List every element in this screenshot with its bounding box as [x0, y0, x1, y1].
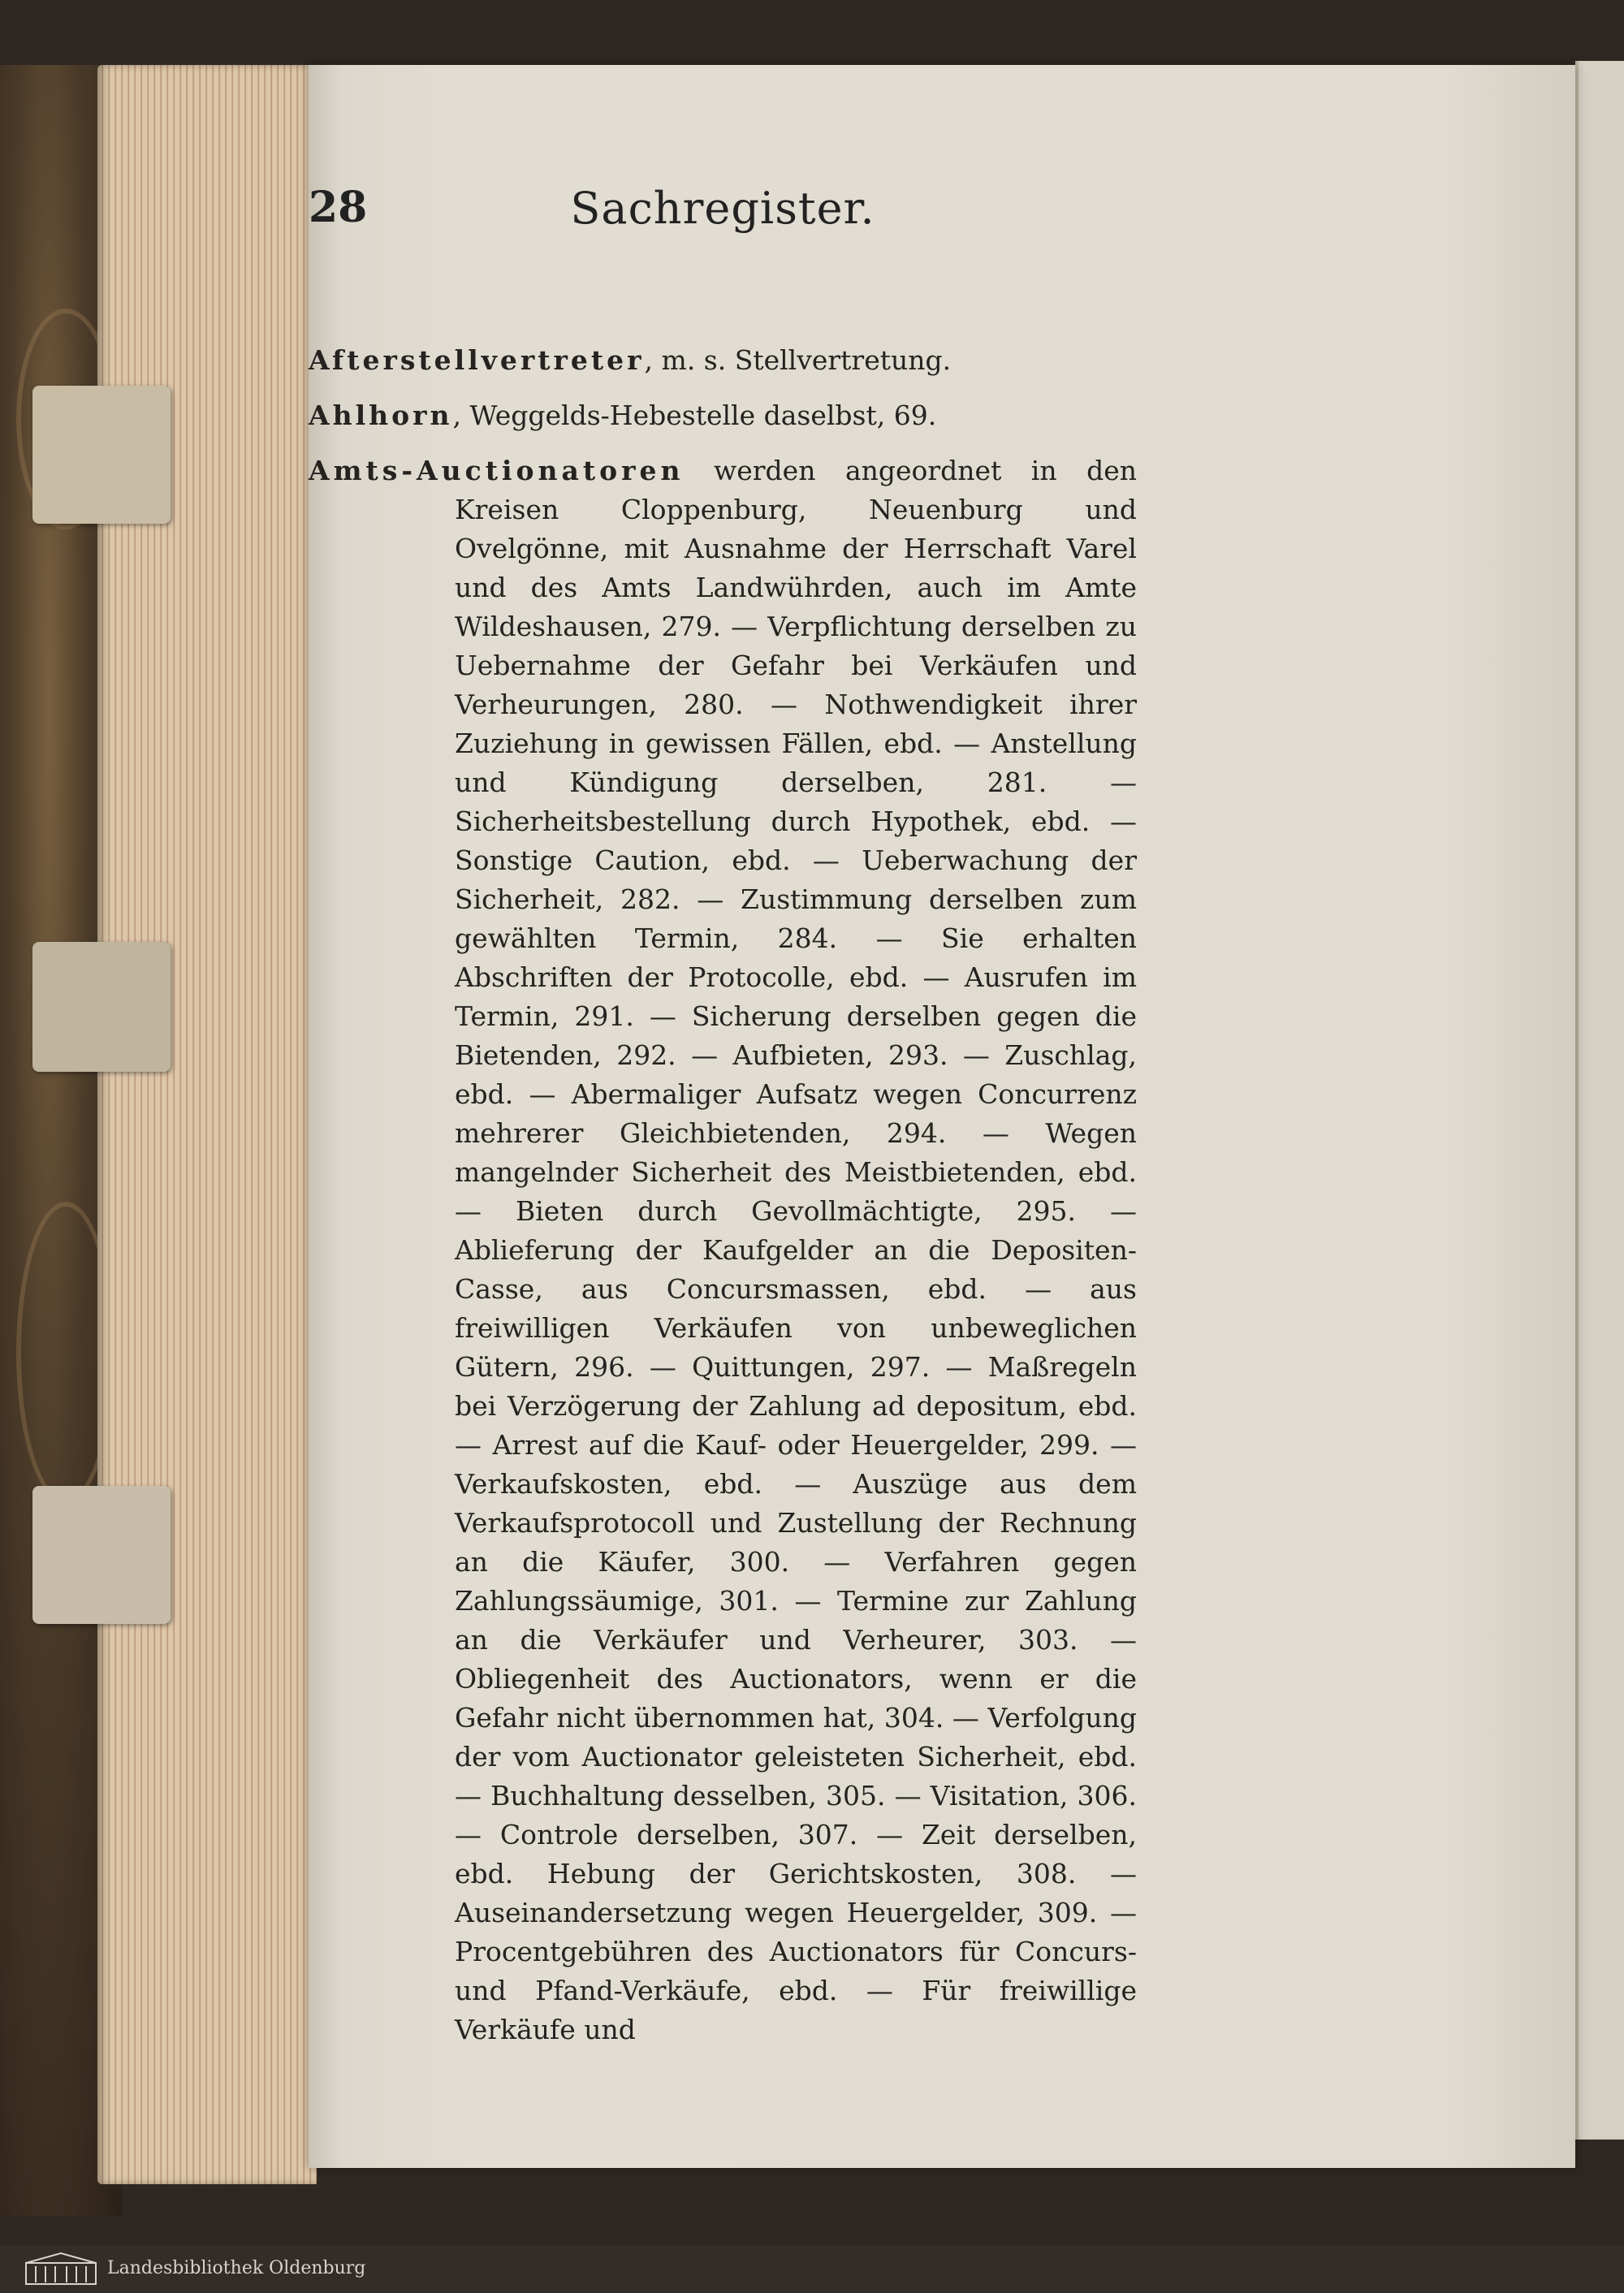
index-entry [309, 396, 1137, 435]
entry-head: Afterstellvertreter [309, 344, 645, 376]
page-edges [97, 65, 317, 2184]
footer-bar [0, 2245, 1624, 2293]
running-head: Sachregister. [570, 183, 875, 234]
library-name: Landesbibliothek Oldenburg [107, 2258, 366, 2278]
entry-head: Amts-Auctionatoren [309, 455, 685, 486]
entry-text: , m. s. Stellvertretung. [644, 344, 952, 376]
page-number: 28 [309, 183, 368, 232]
library-logo-icon [24, 2252, 97, 2286]
entry-text: werden angeordnet in den Kreisen Cloppenburg, Neuenburg und Ovelgönne, mit Ausnahme der Herrschaft Varel und des Amts Landwührden, auch im Amte Wildeshausen, 279. — Verpflichtung derselben zu Uebernahme der Gefahr bei Verkäufen und Verheurungen, 280. — Nothwendigkeit ihrer Zuziehung in gewissen Fällen, ebd. — Anstellung und Kündigung derselben, 281. — Sicherheitsbestellung durch Hypothek, ebd. — Sonstige Caution, ebd. — Ueberwachung der Sicherheit, 282. — Zustimmung derselben zum gewählten Termin, 284. — Sie erhalten Abschriften der Protocolle, ebd. — Ausrufen im Termin, 291. — Sicherung derselben gegen die Bietenden, 292. — Aufbieten, 293. — Zuschlag, ebd. — Abermaliger Aufsatz wegen Concurrenz mehrerer Gleichbietenden, 294. — Wegen mangelnder Sicherheit des Meistbietenden, ebd. — Bieten durch Gevollmächtigte, 295. — Ablieferung der Kaufgelder an die Depositen-Casse, aus Concursmassen, ebd. — aus freiwilligen Verkäufen von unbeweglichen Gütern, 296. — Quittungen, 297. — Maßregeln bei Verzögerung der Zahlung ad depositum, ebd. — Arrest auf die Kauf- oder Heuergelder, 299. — Verkaufskosten, ebd. — Auszüge aus dem Verkaufsprotocoll und Zustellung der Rechnung an die Käufer, 300. — Verfahren gegen Zahlungssäumige, 301. — Termine zur Zahlung an die Verkäufer und Verheurer, 303. — Obliegenheit des Auctionators, wenn er die Gefahr nicht übernommen hat, 304. — Verfolgung der vom Auctionator geleisteten Sicherheit, ebd. — Buchhaltung desselben, 305. — Visitation, 306. — Controle derselben, 307. — Zeit derselben, ebd. Hebung der Gerichtskosten, 308. — Auseinandersetzung wegen Heuergelder, 309. — Procentgebühren des Auctionators für Concurs- und Pfand-Verkäufe, ebd. — Für freiwillige Verkäufe und [455, 455, 1137, 2045]
page-tab [32, 386, 171, 524]
page-header [309, 183, 1137, 256]
index-content [309, 341, 1137, 2066]
page-tab [32, 942, 171, 1072]
index-entry [309, 341, 1137, 380]
entry-head: Ahlhorn [309, 399, 453, 431]
page-tab [32, 1486, 171, 1624]
entry-text: , Weggelds-Hebestelle daselbst, 69. [452, 399, 937, 431]
index-entry [309, 451, 1137, 2049]
next-page-edge [1575, 61, 1624, 2140]
